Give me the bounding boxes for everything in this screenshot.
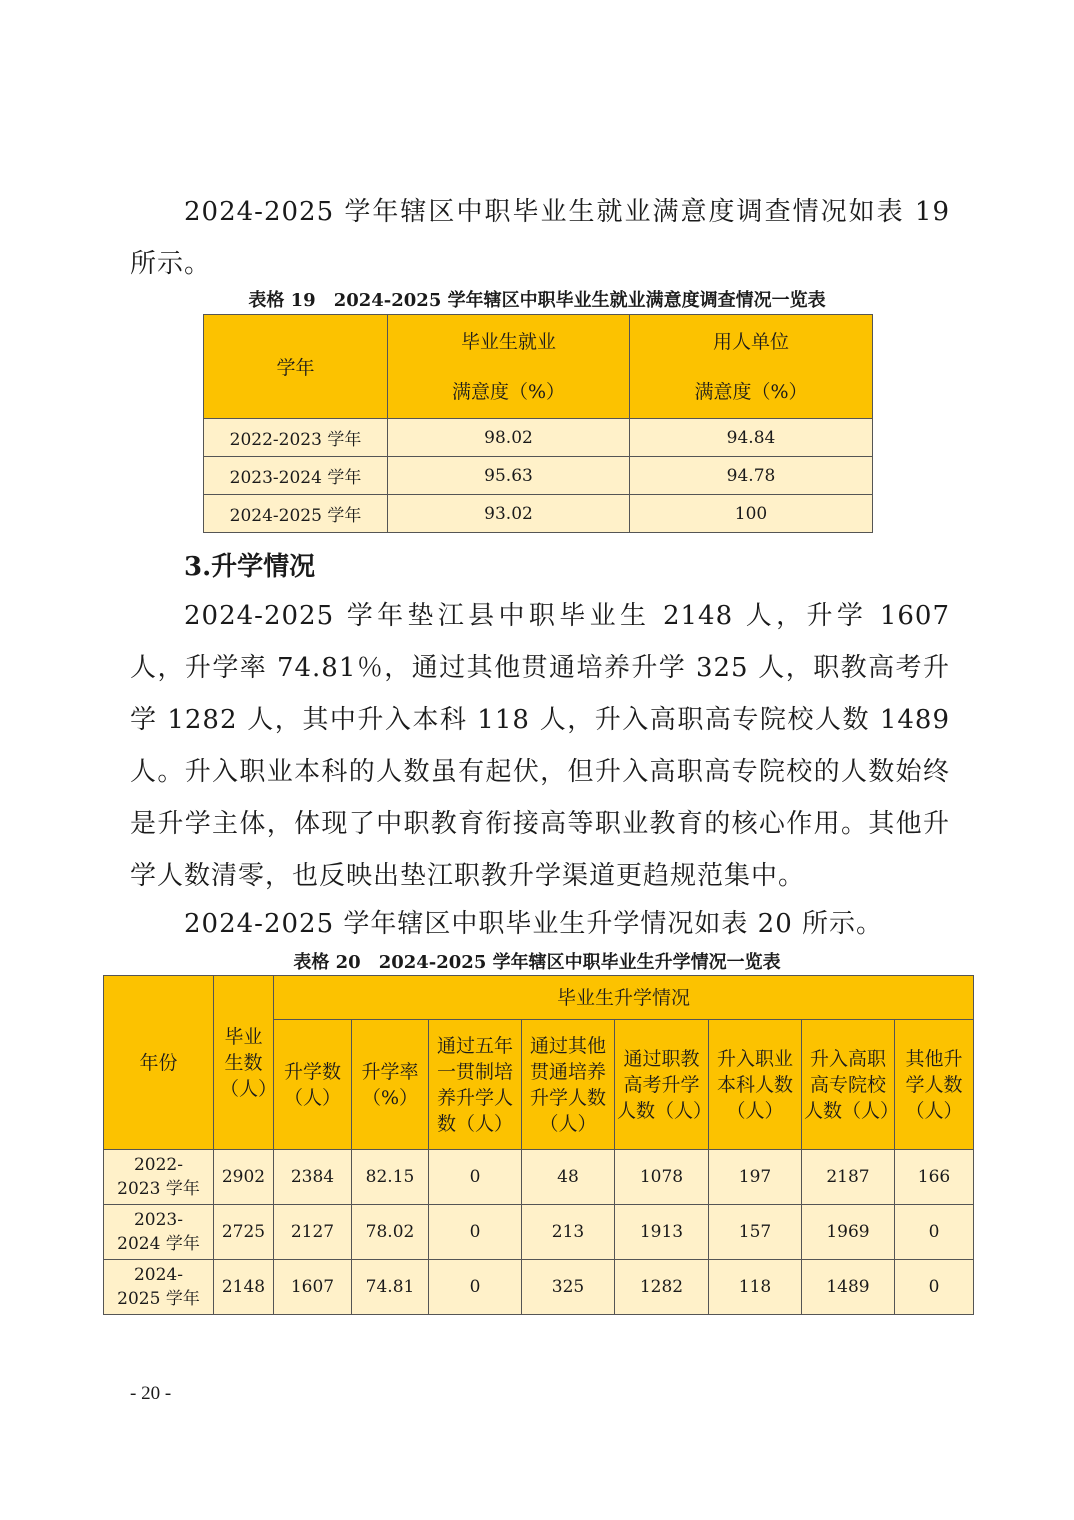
table20-cell: 2187 — [802, 1150, 895, 1205]
table20-cell: 2127 — [274, 1205, 352, 1260]
table19-cell-year: 2022-2023 学年 — [204, 419, 388, 457]
table20-cell: 166 — [895, 1150, 974, 1205]
table19-header-grad-line2: 满意度（%） — [451, 380, 566, 403]
table20-cell: 197 — [709, 1150, 802, 1205]
table-row — [104, 1205, 974, 1260]
table-row — [204, 495, 873, 533]
table20-cell: 1913 — [615, 1205, 709, 1260]
table19-cell-grad: 93.02 — [388, 495, 630, 533]
table20-cell: 118 — [709, 1260, 802, 1315]
table19-header-graduate-satisfaction — [388, 315, 630, 419]
table20-header-group: 毕业生升学情况 — [274, 976, 974, 1020]
table19-cell-year: 2023-2024 学年 — [204, 457, 388, 495]
table19-header-employer-satisfaction — [630, 315, 873, 419]
table20-cell: 1969 — [802, 1205, 895, 1260]
table19-cell-emp: 94.78 — [630, 457, 873, 495]
table20-cell: 2148 — [214, 1260, 274, 1315]
table20-header-col: 通过五年一贯制培养升学人数（人） — [429, 1020, 522, 1150]
table20-header-col: 其他升学人数（人） — [895, 1020, 974, 1150]
table20-cell: 213 — [522, 1205, 615, 1260]
table20-header-col: 升学率（%） — [352, 1020, 429, 1150]
table20-cell: 78.02 — [352, 1205, 429, 1260]
table20-cell-year: 2022-2023 学年 — [104, 1150, 214, 1205]
table20-header-col: 升入职业本科人数（人） — [709, 1020, 802, 1150]
table20-cell: 1489 — [802, 1260, 895, 1315]
table-row — [204, 419, 873, 457]
table20-cell: 157 — [709, 1205, 802, 1260]
table20-cell: 2725 — [214, 1205, 274, 1260]
further-study-paragraph: 2024-2025 学年垫江县中职毕业生 2148 人，升学 1607 人，升学率 74.81％，通过其他贯通培养升学 325 人，职教高考升学 1282 人，其中升入本科 118 人，升入高职高专院校人数 1489 人。升入职业本科的人数虽有起伏，但升入高职高专院校的人数始终是升学主体，体现了中职教育衔接高等职业教育的核心作用。其他升学人数清零，也反映出垫江职教升学渠道更趋规范集中。 — [130, 601, 950, 891]
table-row — [204, 457, 873, 495]
table20-cell-year: 2023-2024 学年 — [104, 1205, 214, 1260]
table20-header-col: 升学数（人） — [274, 1020, 352, 1150]
table20-cell: 1078 — [615, 1150, 709, 1205]
table20-header-col: 通过职教高考升学人数（人） — [615, 1020, 709, 1150]
table19-header-emp-line2: 满意度（%） — [694, 380, 808, 403]
page-number: - 20 - — [130, 1383, 172, 1404]
intro-paragraph-table20: 2024-2025 学年辖区中职毕业生升学情况如表 20 所示。 — [184, 909, 883, 939]
table20-header-col: 通过其他贯通培养升学人数（人） — [522, 1020, 615, 1150]
table19-cell-emp: 100 — [630, 495, 873, 533]
table20-header-col: 升入高职高专院校人数（人） — [802, 1020, 895, 1150]
table-row — [104, 1150, 974, 1205]
table20-cell: 1607 — [274, 1260, 352, 1315]
table20-cell: 0 — [429, 1260, 522, 1315]
table20-cell: 2384 — [274, 1150, 352, 1205]
table20-cell: 74.81 — [352, 1260, 429, 1315]
table20-cell: 1282 — [615, 1260, 709, 1315]
table20-cell: 0 — [429, 1150, 522, 1205]
intro-paragraph-table19: 2024-2025 学年辖区中职毕业生就业满意度调查情况如表 19 所示。 — [130, 197, 950, 279]
table-row — [104, 1260, 974, 1315]
table20-cell: 48 — [522, 1150, 615, 1205]
table19-header-year: 学年 — [204, 315, 388, 419]
table19-satisfaction — [203, 314, 873, 533]
table20-cell: 0 — [429, 1205, 522, 1260]
table20-cell: 0 — [895, 1260, 974, 1315]
table19-header-grad-line1: 毕业生就业 — [460, 330, 556, 353]
table20-header-year: 年份 — [104, 976, 214, 1150]
table19-header-emp-line1: 用人单位 — [712, 330, 789, 353]
table20-cell: 0 — [895, 1205, 974, 1260]
table19-cell-emp: 94.84 — [630, 419, 873, 457]
table20-header-graduates: 毕业生数（人） — [214, 976, 274, 1150]
section-heading-further-study: 3.升学情况 — [184, 552, 316, 582]
table19-cell-grad: 98.02 — [388, 419, 630, 457]
table19-cell-year: 2024-2025 学年 — [204, 495, 388, 533]
table20-cell: 82.15 — [352, 1150, 429, 1205]
table20-cell-year: 2024-2025 学年 — [104, 1260, 214, 1315]
table20-cell: 2902 — [214, 1150, 274, 1205]
table19-caption: 表格 19 2024-2025 学年辖区中职毕业生就业满意度调查情况一览表 — [248, 290, 826, 311]
table20-further-study — [103, 975, 974, 1315]
table20-caption: 表格 20 2024-2025 学年辖区中职毕业生升学情况一览表 — [293, 952, 781, 973]
table19-cell-grad: 95.63 — [388, 457, 630, 495]
table20-cell: 325 — [522, 1260, 615, 1315]
